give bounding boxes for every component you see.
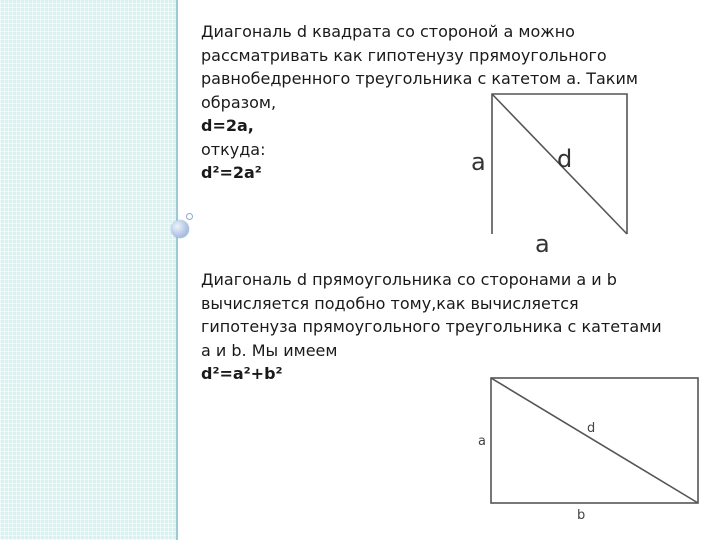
paragraph-line: гипотенуза прямоугольного треугольника с катетами <box>201 317 662 336</box>
rectangle-left-side-label: a <box>478 434 486 449</box>
paragraph-line: образом, <box>201 92 277 112</box>
square-diagonal-label: d <box>557 145 573 173</box>
paragraph-line: равнобедренного треугольника с катетом а. Таким <box>201 69 638 88</box>
paragraph-line: Диагональ d квадрата со стороной а можно <box>201 22 575 41</box>
formula-line: d=2a, <box>201 116 254 135</box>
paragraph-line: a и b. Мы имеем <box>201 340 338 360</box>
paragraph-line: рассматривать как гипотенузу прямоугольного <box>201 45 607 65</box>
formula-line: d²=2a² <box>201 163 262 182</box>
rectangle-bottom-side-label: b <box>577 508 586 523</box>
square-figure <box>471 94 627 258</box>
square-bottom-side-label: a <box>535 230 550 258</box>
paragraph-line: вычисляется подобно тому,как вычисляется <box>201 293 579 313</box>
rectangle-diagonal <box>491 378 698 503</box>
paragraph-line: Диагональ d прямоугольника со сторонами а и b <box>201 270 617 289</box>
formula-line: d²=a²+b² <box>201 364 283 383</box>
square-left-side-label: a <box>471 148 486 176</box>
rectangle-diagonal-label: d <box>587 421 596 436</box>
paragraph-line: откуда: <box>201 139 266 159</box>
rectangle-figure <box>478 378 698 523</box>
